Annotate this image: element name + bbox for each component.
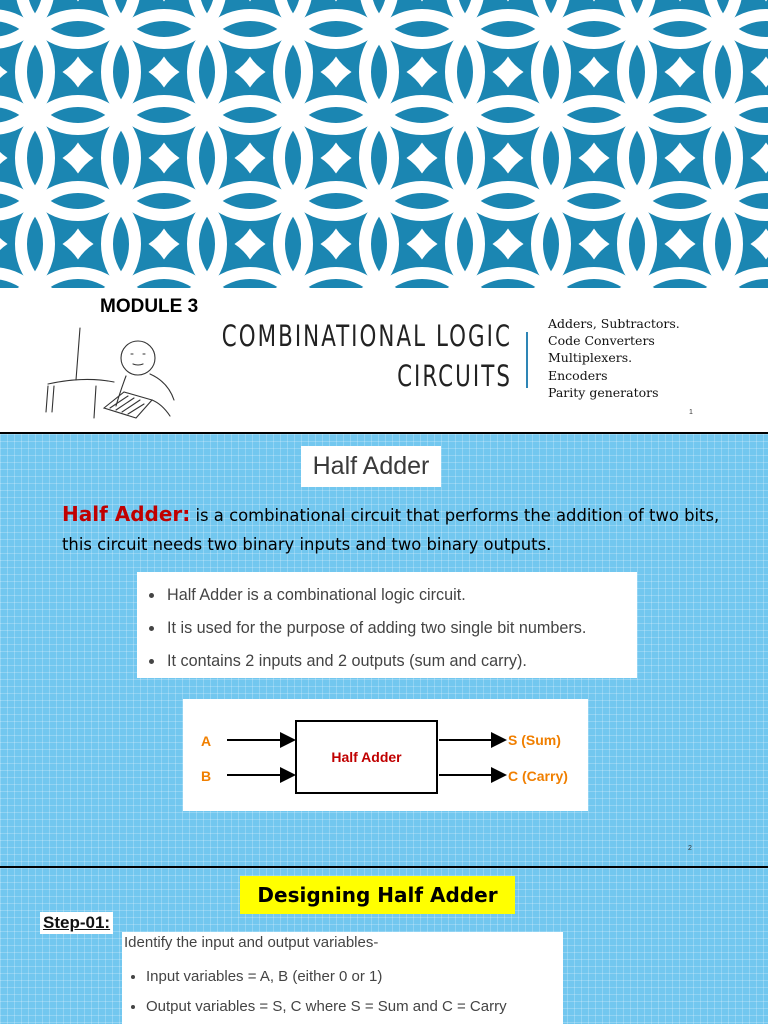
definition-text: is a combinational circuit that performs the addition of two bits, this circuit needs two binary inputs and two binary outputs. — [62, 506, 720, 554]
definition-paragraph — [62, 500, 722, 559]
module-label: MODULE 3 — [100, 296, 199, 317]
topic-item: Encoders — [548, 367, 608, 383]
slide-number: 1 — [689, 409, 693, 416]
bullet-item: • Output variables = S, C where S = Sum and C = Carry — [146, 992, 507, 1022]
presentation-title — [222, 316, 512, 396]
definition-term: Half Adder: — [62, 502, 191, 526]
bullet-list — [137, 572, 637, 678]
bullet-item: • It contains 2 inputs and 2 outputs (sum and carry). — [165, 645, 637, 678]
bullet-item: • It is used for the purpose of adding two single bit numbers. — [165, 612, 637, 645]
topic-item: Multiplexers. — [548, 350, 633, 366]
bullet-item: • Input variables = A, B (either 0 or 1) — [146, 962, 507, 992]
slide-heading: Designing Half Adder — [240, 876, 515, 914]
bullet-item: • Half Adder is a combinational logic circuit. — [165, 579, 637, 612]
topic-item: Code Converters — [548, 333, 655, 349]
topic-item: Adders, Subtractors. — [548, 316, 680, 331]
decorative-pattern — [0, 0, 768, 288]
title-divider — [526, 332, 528, 388]
sum-output-label: S (Sum) — [508, 732, 561, 748]
input-b-label: B — [201, 768, 212, 784]
designing-half-adder-slide — [0, 868, 768, 1024]
topics-list — [548, 315, 680, 401]
bullet-list-box — [137, 572, 637, 678]
step-bullet-list — [122, 962, 507, 1022]
title-line-1: COMBINATIONAL LOGIC — [221, 319, 512, 353]
title-line-2: CIRCUITS — [397, 359, 512, 393]
carry-output-label: C (Carry) — [508, 768, 568, 784]
title-slide — [0, 0, 768, 432]
step-content-box — [122, 932, 563, 1024]
slide-number: 2 — [688, 845, 692, 852]
input-a-label: A — [201, 733, 212, 749]
topic-item: Parity generators — [548, 384, 659, 400]
step-label: Step-01: — [40, 912, 113, 934]
half-adder-block-diagram — [183, 699, 588, 811]
slide-heading: Half Adder — [301, 446, 441, 487]
title-area — [0, 288, 768, 432]
block-label: Half Adder — [331, 749, 402, 765]
person-at-computer-illustration — [44, 320, 184, 420]
half-adder-slide — [0, 434, 768, 866]
step-intro: Identify the input and output variables- — [124, 934, 379, 951]
